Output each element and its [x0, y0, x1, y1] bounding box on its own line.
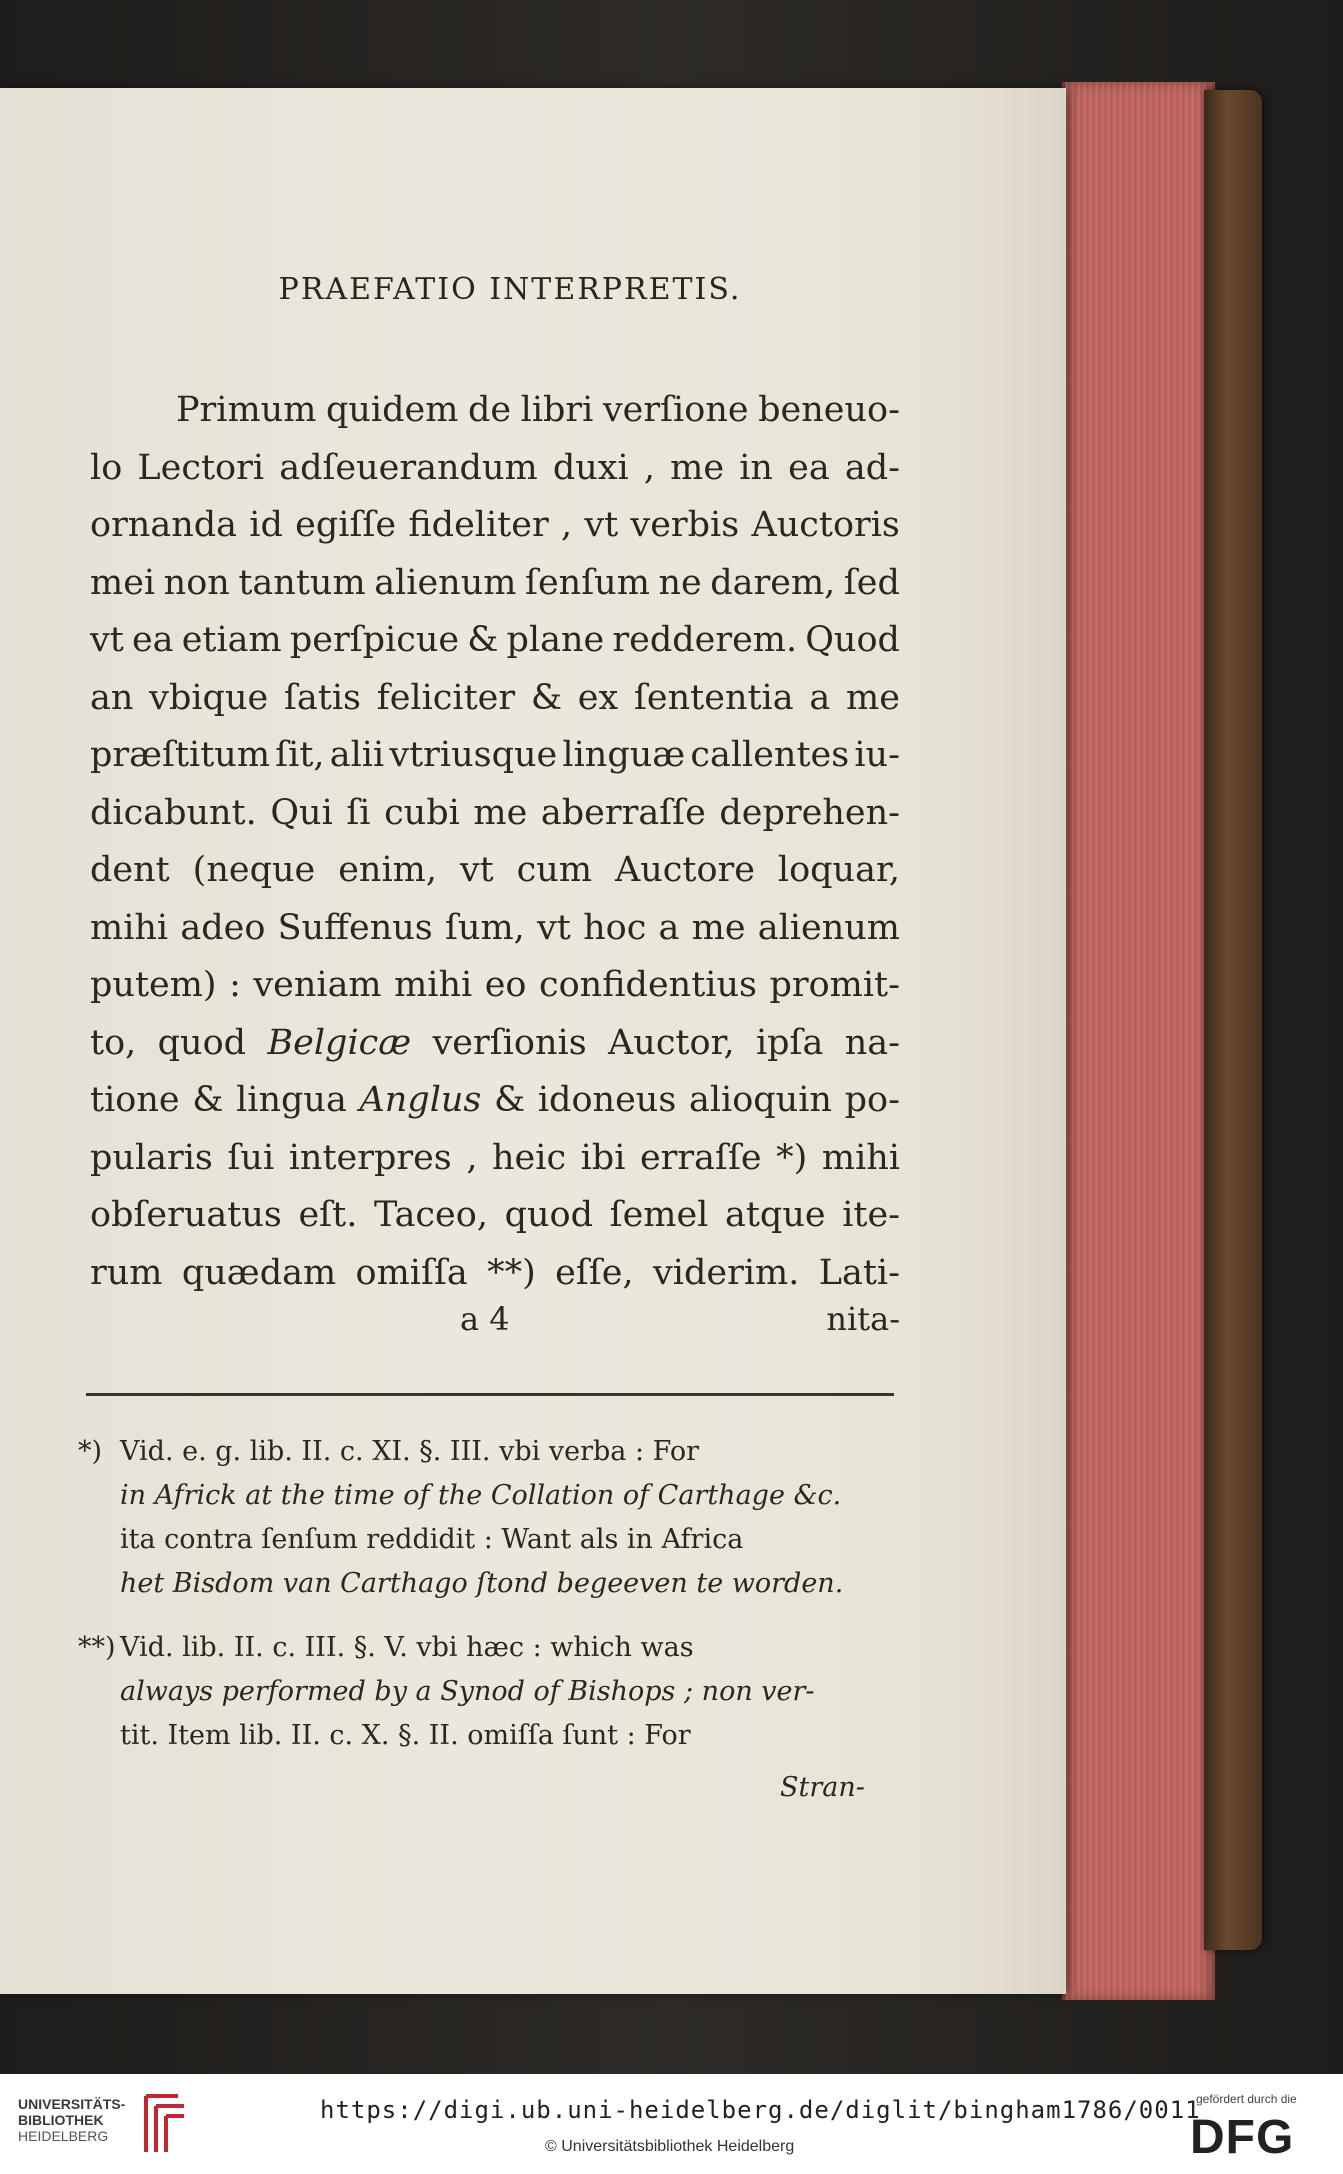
- permalink-url[interactable]: https://digi.ub.uni-heidelberg.de/diglit/bingham1786/0011: [320, 2096, 1201, 2124]
- word: duxi: [552, 447, 629, 488]
- word: id: [249, 505, 283, 545]
- word: Lectori: [137, 447, 265, 488]
- word: alienum: [374, 562, 517, 603]
- word: ,: [643, 447, 656, 488]
- word: a: [658, 907, 680, 948]
- word: mihi: [821, 1137, 900, 1178]
- footnotes: [78, 1430, 895, 1758]
- footnote-line: in Africk at the time of the Collation of Carthage &c.: [120, 1480, 842, 1511]
- word: vbique: [149, 677, 269, 718]
- word: vt: [584, 505, 619, 545]
- word: a: [809, 677, 831, 718]
- text-line: [90, 1245, 900, 1303]
- word: cubi: [384, 792, 460, 833]
- library-name-line1: UNIVERSITÄTS-: [18, 2096, 126, 2112]
- word: mei: [90, 562, 156, 603]
- footnote-catchword: Stran-: [780, 1772, 865, 1803]
- library-emblem-icon: [138, 2090, 188, 2158]
- word: alii: [329, 735, 385, 775]
- footnote-gap: [120, 1606, 895, 1626]
- word: iu-: [854, 735, 900, 775]
- word: ne: [658, 562, 702, 603]
- word: ea: [788, 447, 830, 488]
- word: ad-: [844, 447, 900, 488]
- page-edge-red: [1062, 82, 1215, 2000]
- body-text: [90, 382, 900, 1302]
- word: de: [467, 390, 512, 430]
- word: Suffenus: [277, 907, 433, 948]
- word: verſione: [602, 390, 749, 430]
- footnote-line: always performed by a Synod of Bishops ; non ver-: [120, 1676, 815, 1707]
- word: adeo: [180, 907, 266, 948]
- word: *): [776, 1137, 808, 1178]
- library-name-line3: HEIDELBERG: [18, 2128, 109, 2144]
- text-line: [90, 785, 900, 843]
- word: ipſa: [755, 1022, 824, 1063]
- word: ornanda: [90, 505, 238, 545]
- word: lo: [90, 447, 123, 488]
- word: vtriusque: [389, 735, 558, 775]
- word: mihi: [90, 907, 169, 948]
- word: ſit,: [275, 735, 325, 775]
- word: na-: [844, 1022, 900, 1063]
- viewer-footer: [0, 2074, 1343, 2174]
- footnote: [78, 1626, 895, 1758]
- text-line: [90, 555, 900, 613]
- word: aberraſſe: [540, 792, 706, 833]
- word: :: [229, 965, 241, 1005]
- word: lingua: [236, 1080, 347, 1120]
- funding-note: gefördert durch die: [1196, 2092, 1297, 2106]
- word: rum: [90, 1252, 163, 1293]
- text-line: [90, 497, 900, 555]
- word: po-: [844, 1080, 900, 1120]
- word: quidem: [325, 390, 459, 430]
- word: feliciter: [376, 677, 516, 718]
- signature-line: [460, 1300, 900, 1338]
- word: me: [846, 677, 900, 718]
- word: Auctore: [614, 850, 755, 890]
- running-header: PRAEFATIO INTERPRETIS.: [278, 272, 742, 307]
- text-line: [90, 957, 900, 1015]
- word: egiſſe: [295, 505, 397, 545]
- word: an: [90, 677, 134, 718]
- word: tantum: [238, 562, 366, 603]
- word: ſatis: [283, 677, 361, 718]
- word: ,: [560, 505, 573, 545]
- word: vt: [90, 620, 124, 660]
- word: confidentius: [539, 965, 757, 1005]
- word: præſtitum: [90, 735, 271, 775]
- word: eſſe,: [555, 1252, 634, 1293]
- word: me: [691, 907, 746, 948]
- word: etiam: [181, 620, 282, 660]
- word: Taceo,: [373, 1195, 488, 1235]
- library-name-line2: BIBLIOTHEK: [18, 2112, 104, 2128]
- word: obſeruatus: [90, 1195, 282, 1235]
- word: libri: [520, 390, 594, 430]
- text-line: [90, 612, 900, 670]
- word: verbis: [630, 505, 740, 545]
- word: quædam: [181, 1252, 337, 1293]
- footnote-rule: [86, 1393, 894, 1396]
- word: plane: [506, 620, 605, 660]
- word: beneuo-: [758, 390, 900, 430]
- word: non: [163, 562, 230, 603]
- word: heic: [492, 1137, 567, 1178]
- word: ea: [131, 620, 174, 660]
- footnote-line: het Bisdom van Carthago ſtond begeeven te worden.: [120, 1568, 844, 1599]
- word: promit-: [769, 965, 900, 1005]
- word: omiſſa: [355, 1252, 468, 1293]
- text-line: [90, 382, 900, 440]
- word: adſeuerandum: [279, 447, 538, 488]
- footnote: [78, 1430, 895, 1606]
- word: ſed: [843, 562, 900, 603]
- word: ite-: [842, 1195, 900, 1235]
- word: Anglus: [359, 1080, 482, 1120]
- word: viderim.: [653, 1252, 800, 1293]
- word: veniam: [253, 965, 382, 1005]
- signature-mark: a 4: [460, 1300, 510, 1338]
- word: quod: [157, 1022, 247, 1063]
- word: Auctoris: [751, 505, 900, 545]
- text-line: [90, 1072, 900, 1130]
- word: hoc: [583, 907, 647, 948]
- word: Primum: [176, 390, 317, 430]
- word: idoneus: [537, 1080, 677, 1120]
- word: cum: [516, 850, 593, 890]
- book-cover: [1204, 90, 1262, 1950]
- word: &: [494, 1080, 526, 1120]
- word: dicabunt.: [90, 792, 257, 833]
- text-line: [90, 727, 900, 785]
- word: Auctor,: [608, 1022, 735, 1063]
- word: me: [473, 792, 528, 833]
- word: linguæ: [562, 735, 686, 775]
- word: verſionis: [432, 1022, 587, 1063]
- word: deprehen-: [719, 792, 900, 833]
- word: ſententia: [633, 677, 794, 718]
- library-logo[interactable]: [18, 2096, 125, 2144]
- word: me: [670, 447, 725, 488]
- word: eſt.: [298, 1195, 358, 1235]
- word: tione: [90, 1080, 180, 1120]
- word: fideliter: [408, 505, 549, 545]
- footnote-line: tit. Item lib. II. c. X. §. II. omiſſa ſunt : For: [120, 1720, 691, 1751]
- word: putem): [90, 965, 217, 1005]
- word: ,: [466, 1137, 478, 1178]
- copyright-text: © Universitätsbibliothek Heidelberg: [545, 2138, 795, 2155]
- footnote-mark: **): [78, 1632, 116, 1663]
- word: **): [487, 1252, 536, 1293]
- text-line: [90, 440, 900, 498]
- word: ex: [577, 677, 619, 718]
- word: ſi: [346, 792, 371, 833]
- word: Lati-: [818, 1252, 900, 1293]
- dfg-logo[interactable]: DFG: [1190, 2111, 1295, 2164]
- word: &: [192, 1080, 224, 1120]
- word: eo: [484, 965, 527, 1005]
- word: vt: [537, 907, 571, 948]
- word: &: [467, 620, 499, 660]
- word: redderem.: [612, 620, 798, 660]
- word: Belgicæ: [267, 1022, 412, 1063]
- word: quod: [504, 1195, 593, 1235]
- word: callentes: [690, 735, 850, 775]
- word: &: [530, 677, 563, 718]
- word: enim,: [338, 850, 437, 890]
- catchword: nita-: [826, 1300, 900, 1338]
- word: dent: [90, 850, 170, 890]
- word: (neque: [192, 850, 316, 890]
- word: loquar,: [777, 850, 900, 890]
- word: atque: [724, 1195, 826, 1235]
- footnote-line: Vid. lib. II. c. III. §. V. vbi hæc : which was: [120, 1632, 694, 1663]
- word: alioquin: [688, 1080, 832, 1120]
- footnote-line: ita contra ſenſum reddidit : Want als in Africa: [120, 1524, 744, 1555]
- word: Qui: [270, 792, 333, 833]
- word: mihi: [394, 965, 473, 1005]
- text-line: [90, 1130, 900, 1188]
- word: perſpicue: [289, 620, 460, 660]
- word: ſenſum: [524, 562, 650, 603]
- footnote-line: Vid. e. g. lib. II. c. XI. §. III. vbi verba : For: [120, 1436, 700, 1467]
- word: pularis: [90, 1137, 213, 1178]
- text-line: [90, 1015, 900, 1073]
- word: alienum: [757, 907, 900, 948]
- word: Quod: [805, 620, 900, 660]
- footnote-mark: *): [78, 1436, 103, 1467]
- text-line: [90, 842, 900, 900]
- word: in: [739, 447, 773, 488]
- word: ſui: [227, 1137, 275, 1178]
- word: ibi: [580, 1137, 626, 1178]
- word: erraſſe: [639, 1137, 762, 1178]
- word: ſum,: [445, 907, 525, 948]
- word: darem,: [710, 562, 836, 603]
- text-line: [90, 900, 900, 958]
- text-line: [90, 1187, 900, 1245]
- word: interpres: [288, 1137, 452, 1178]
- word: to,: [90, 1022, 137, 1063]
- word: vt: [459, 850, 494, 890]
- word: ſemel: [609, 1195, 709, 1235]
- text-line: [90, 670, 900, 728]
